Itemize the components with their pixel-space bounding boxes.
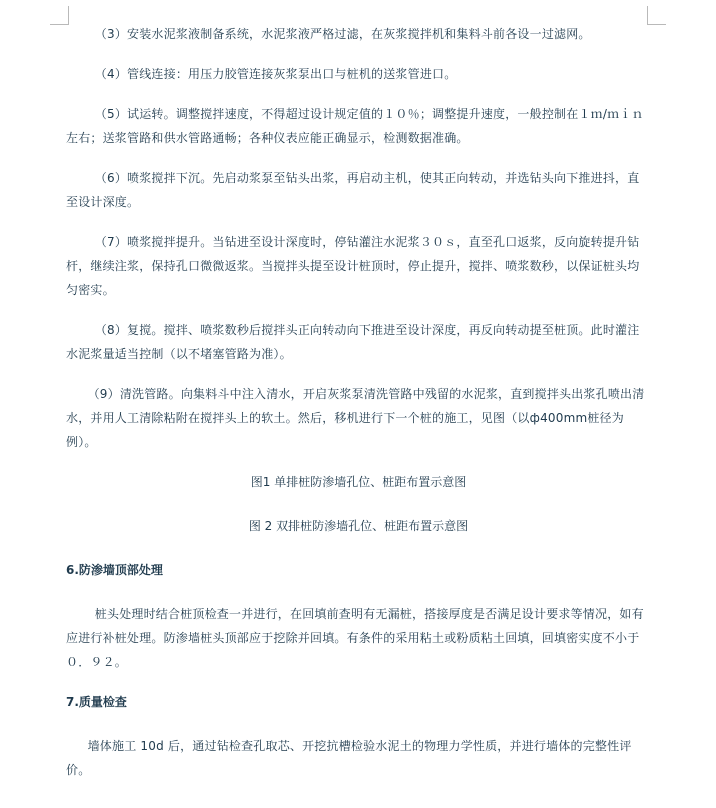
figure-2-caption: 图 2 双排桩防渗墙孔位、桩距布置示意图: [248, 519, 469, 533]
step-7-paragraph: （7）喷浆搅拌提升。当钻进至设计深度时，停钻灌注水泥浆３０ｓ，直至孔口返浆，反向旋转提升钻杆，继续注浆，保持孔口微微返浆。当搅拌头提至设计桩顶时，停止提升，搅拌、喷浆数秒，以保证桩头均匀密实。: [66, 235, 640, 297]
step-9-paragraph: （9）清洗管路。向集料斗中注入清水，开启灰浆泵清洗管路中残留的水泥浆，直到搅拌头出浆孔喷出清水，并用人工清除粘附在搅拌头上的软土。然后，移机进行下一个桩的施工，见图（以ф400mm桩径为例）。: [66, 387, 645, 449]
step-8-paragraph: （8）复搅。搅拌、喷浆数秒后搅拌头正向转动向下推进至设计深度，再反向转动提至桩顶。此时灌注水泥浆量适当控制（以不堵塞管路为准）。: [66, 323, 640, 361]
section-7-body: 墙体施工 10d 后，通过钻检查孔取芯、开挖抗槽检验水泥土的物理力学性质，并进行墙体的完整性评价。: [66, 739, 632, 777]
step-5-paragraph: （5）试运转。调整搅拌速度，不得超过设计规定值的１０％；调整提升速度，一般控制在１ｍ/ｍｉｎ左右；送浆管路和供水管路通畅；各种仪表应能正确显示，检测数据准确。: [66, 107, 644, 145]
figure-1-caption: 图1 单排桩防渗墙孔位、桩距布置示意图: [250, 475, 467, 489]
step-6-paragraph: （6）喷浆搅拌下沉。先启动浆泵至钻头出浆，再启动主机，使其正向转动，并选钻头向下推进抖，直至设计深度。: [66, 171, 640, 209]
section-6-body: 桩头处理时结合桩顶检查一并进行，在回填前查明有无漏桩，搭接厚度是否满足设计要求等情况，如有应进行补桩处理。防渗墙桩头顶部应于挖除并回填。有条件的采用粘土或粉质粘土回填，回填密实度不小于０．９２。: [66, 607, 644, 669]
step-3-paragraph: （3）安装水泥浆液制备系统，水泥浆液严格过滤，在灰浆搅拌机和集料斗前各设一过滤网。: [94, 27, 591, 41]
section-7-heading: 7.质量检查: [66, 695, 127, 709]
section-6-heading: 6.防渗墙顶部处理: [66, 563, 163, 577]
document-body: [66, 22, 651, 798]
step-4-paragraph: （4）管线连接：用压力胶管连接灰浆泵出口与桩机的送浆管进口。: [94, 67, 457, 81]
